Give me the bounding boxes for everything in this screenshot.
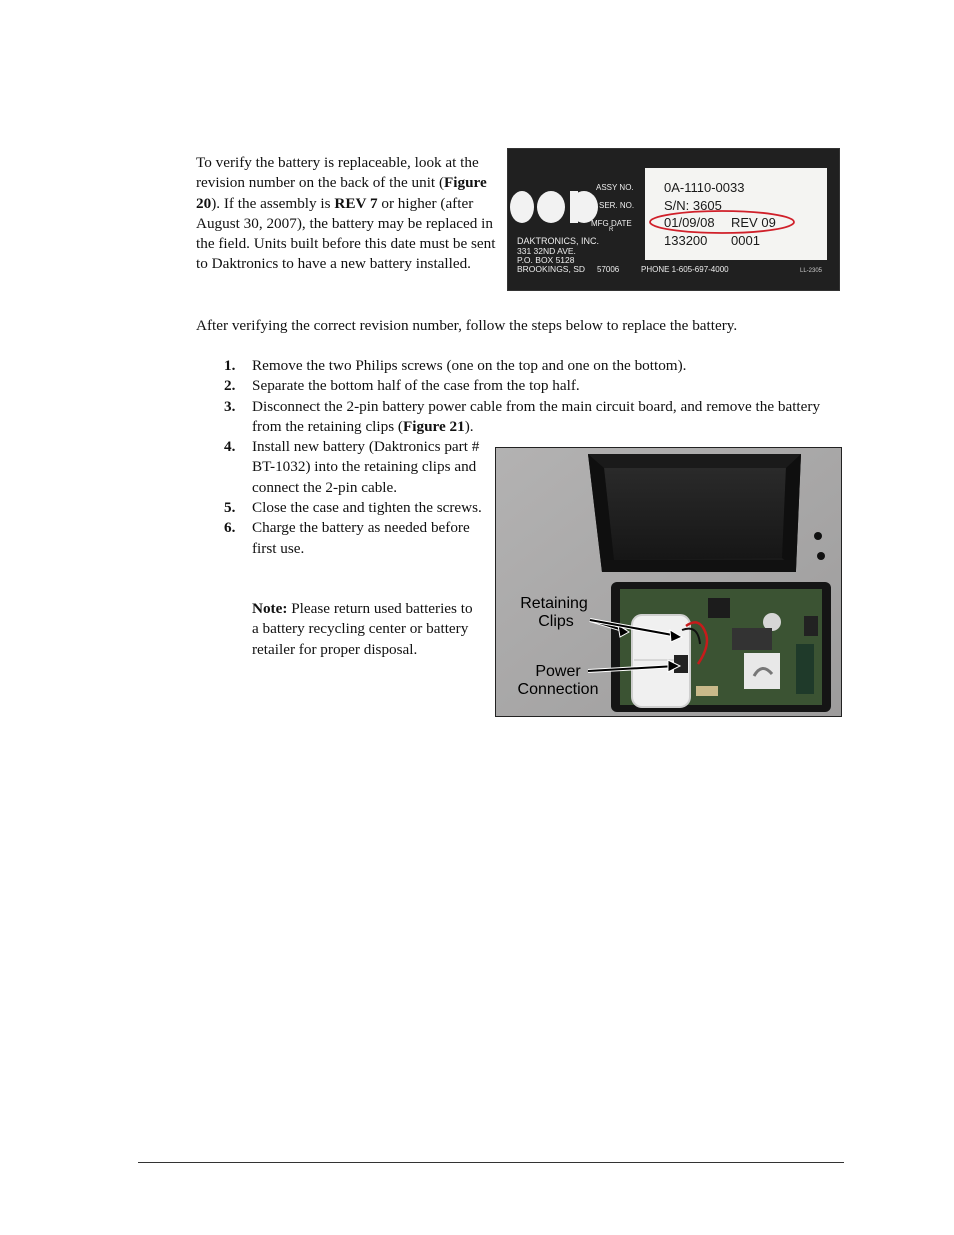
screw [814,532,822,540]
assy-label: ASSY NO. [596,183,634,192]
step-number: 1. [224,357,236,374]
step-4 [224,437,487,498]
code-value-2: 0001 [731,233,760,248]
serial-value: S/N: 3605 [664,198,722,213]
figure-20-label-photo [507,148,840,291]
figure-21-battery-photo [495,447,842,717]
retaining-clips-label-line-2: Clips [538,613,574,630]
intro-text-3: or higher (after August 30, 2007), the battery may be replaced in the field. Units built before this date must be sent to Daktronics to have a new battery installed. [196,194,496,273]
step-3 [224,397,832,438]
daktronics-logo-part [537,191,565,223]
after-verify-paragraph: After verifying the correct revision number, follow the steps below to replace the battery. [196,317,738,334]
case-top-half [588,454,801,572]
step-text: Charge the battery as needed before first use. [252,519,470,557]
power-connection-label-line-2: Connection [517,681,599,698]
ser-label: SER. NO. [599,201,635,210]
label-code: LL-2305 [800,268,823,274]
step-text-end: ). [464,417,474,435]
figure-20-reference: Figure 20 [196,174,487,212]
disposal-note [252,599,482,660]
wireless-module [744,653,780,689]
address-line-2: P.O. BOX 5128 [517,255,575,265]
intro-text-1: To verify the battery is replaceable, look at the revision number on the back of the unit ( [196,154,479,192]
step-number: 3. [224,397,236,415]
rev-value: REV 09 [731,215,776,230]
step-5 [224,498,487,518]
step-text: Separate the bottom half of the case from the top half. [252,377,580,395]
code-value: 133200 [664,233,708,248]
screw [817,552,825,560]
figure-21-reference: Figure 21 [403,417,465,435]
footer-rule [138,1162,844,1163]
address-line-1: 331 32ND AVE. [517,246,576,256]
step-6 [224,518,487,559]
company-name: DAKTRONICS, INC. [517,236,600,246]
retaining-clips-label-line-1: Retaining [520,595,588,612]
step-number: 5. [224,499,236,517]
zip-code: 57006 [597,265,620,274]
note-label: Note: [252,600,288,617]
step-text: Remove the two Philips screws (one on the top and one on the bottom). [252,357,687,374]
note-text: Please return used batteries to a battery recycling center or battery retailer for proper disposal. [252,600,473,658]
step-text: Close the case and tighten the screws. [252,499,482,517]
mfg-date-label: MFG DATE [591,219,632,228]
daktronics-logo-part [510,191,534,223]
power-connection-label-line-1: Power [535,663,581,680]
mfg-date-value: 01/09/08 [664,215,715,230]
step-1 [224,356,832,376]
address-line-3: BROOKINGS, SD [517,264,586,274]
intro-text-2: ). If the assembly is [211,194,335,212]
step-text: Install new battery (Daktronics part # BT-1032) into the retaining clips and connect the 2-pin cable. [252,438,480,496]
rev-7-bold: REV 7 [334,194,378,212]
step-text: Disconnect the 2-pin battery power cable from the main circuit board, and remove the battery from the retaining clips ( [252,397,821,435]
phone-number: PHONE 1-605-697-4000 [641,265,729,274]
inductor-component [708,598,730,618]
step-number: 4. [224,438,236,456]
assy-value: 0A-1110-0033 [664,180,745,195]
intro-paragraph [196,153,498,275]
step-number: 2. [224,377,236,395]
step-number: 6. [224,519,236,537]
step-2 [224,376,832,396]
registered-mark: R [609,227,614,233]
